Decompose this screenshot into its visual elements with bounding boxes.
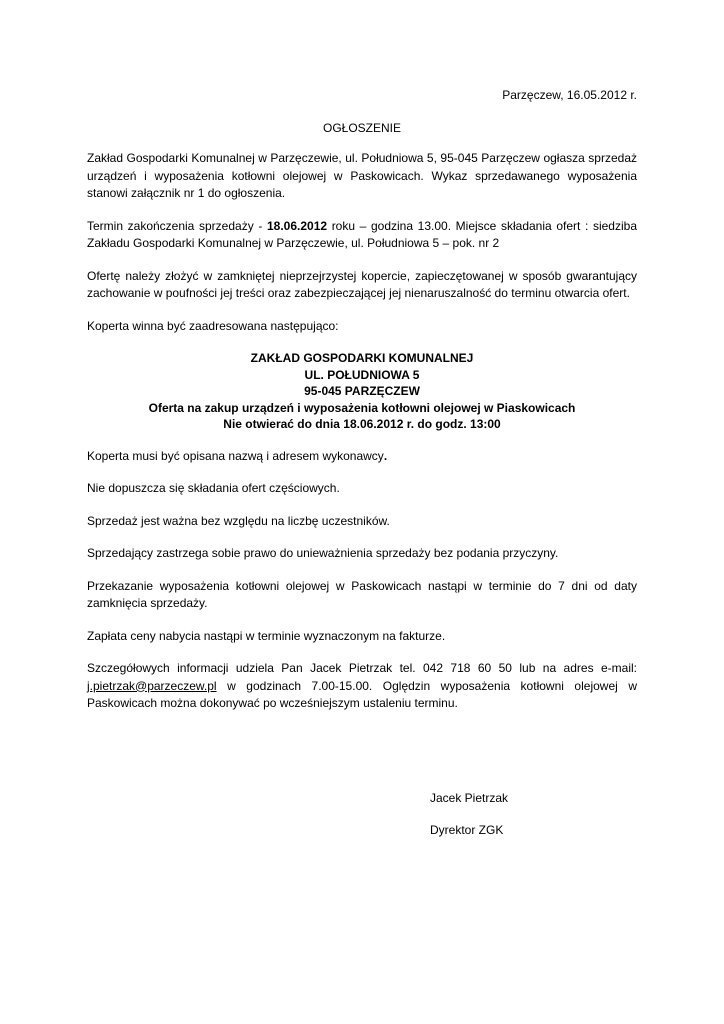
paragraph-no-partial-offers: Nie dopuszcza się składania ofert częściowych. <box>87 481 340 495</box>
paragraph-envelope-description <box>87 448 637 466</box>
paragraph-cancellation: Sprzedający zastrzega sobie prawo do unieważnienia sprzedaży bez podania przyczyny. <box>87 546 559 560</box>
deadline-text-after: roku – godzina 13.00. Miejsce składania ofert : siedziba Zakładu Gospodarki Komunalnej w Parzęczewie, ul. Południowa 5 – pok. nr 2 <box>87 218 637 250</box>
address-line-do-not-open: Nie otwierać do dnia 18.06.2012 r. do godz. 13:00 <box>223 417 501 431</box>
signature-role: Dyrektor ZGK <box>430 823 504 837</box>
contact-text-after: w godzinach 7.00-15.00. Oględzin wyposażenia kotłowni olejowej w Paskowicach można dokonywać po wcześniejszym ustaleniu terminu. <box>87 678 637 710</box>
envelope-address-block <box>87 350 637 433</box>
paragraph-envelope-requirements: Ofertę należy złożyć w zamkniętej nieprzejrzystej kopercie, zapieczętowanej w sposób gwarantujący zachowanie w poufności jej treści oraz zabezpieczającej jej nienaruszalność do terminu otwarcia ofert. <box>87 268 637 300</box>
address-line-subject: Oferta na zakup urządzeń i wyposażenia kotłowni olejowej w Piaskowicach <box>148 400 576 415</box>
document-body <box>87 150 637 728</box>
document-page <box>87 0 637 1024</box>
deadline-date: 18.06.2012 <box>266 218 328 233</box>
address-line-company: ZAKŁAD GOSPODARKI KOMUNALNEJ <box>250 351 474 365</box>
paragraph-validity: Sprzedaż jest ważna bez względu na liczbę uczestników. <box>87 513 390 528</box>
deadline-text-before: Termin zakończenia sprzedaży - <box>87 218 267 233</box>
envelope-description-text: Koperta musi być opisana nazwą i adresem wykonawcy <box>87 448 384 463</box>
email-link[interactable]: j.pietrzak@parzeczew.pl <box>87 678 217 693</box>
place-date: Parzęczew, 16.05.2012 r. <box>502 88 637 102</box>
paragraph-intro: Zakład Gospodarki Komunalnej w Parzęczewie, ul. Południowa 5, 95-045 Parzęczew ogłasza sprzedaż urządzeń i wyposażenia kotłowni olejowej w Paskowicach. Wykaz sprzedawanego wyposażenia stanowi załącznik nr 1 do ogłoszenia. <box>87 151 637 200</box>
paragraph-contact <box>87 660 637 713</box>
envelope-description-dot: . <box>383 448 388 463</box>
address-line-street: UL. POŁUDNIOWA 5 <box>304 367 420 382</box>
paragraph-deadline <box>87 218 637 253</box>
contact-text-before: Szczegółowych informacji udziela Pan Jacek Pietrzak tel. 042 718 60 50 lub na adres e-mail: <box>87 661 637 675</box>
paragraph-addressing: Koperta winna być zaadresowana następująco: <box>87 318 339 333</box>
paragraph-handover: Przekazanie wyposażenia kotłowni olejowej w Paskowicach nastąpi w terminie do 7 dni od daty zamknięcia sprzedaży. <box>87 578 637 610</box>
signature-name: Jacek Pietrzak <box>430 791 509 805</box>
document-title: OGŁOSZENIE <box>322 121 402 135</box>
address-line-city: 95-045 PARZĘCZEW <box>304 384 420 398</box>
paragraph-payment: Zapłata ceny nabycia nastąpi w terminie wyznaczonym na fakturze. <box>87 628 446 643</box>
